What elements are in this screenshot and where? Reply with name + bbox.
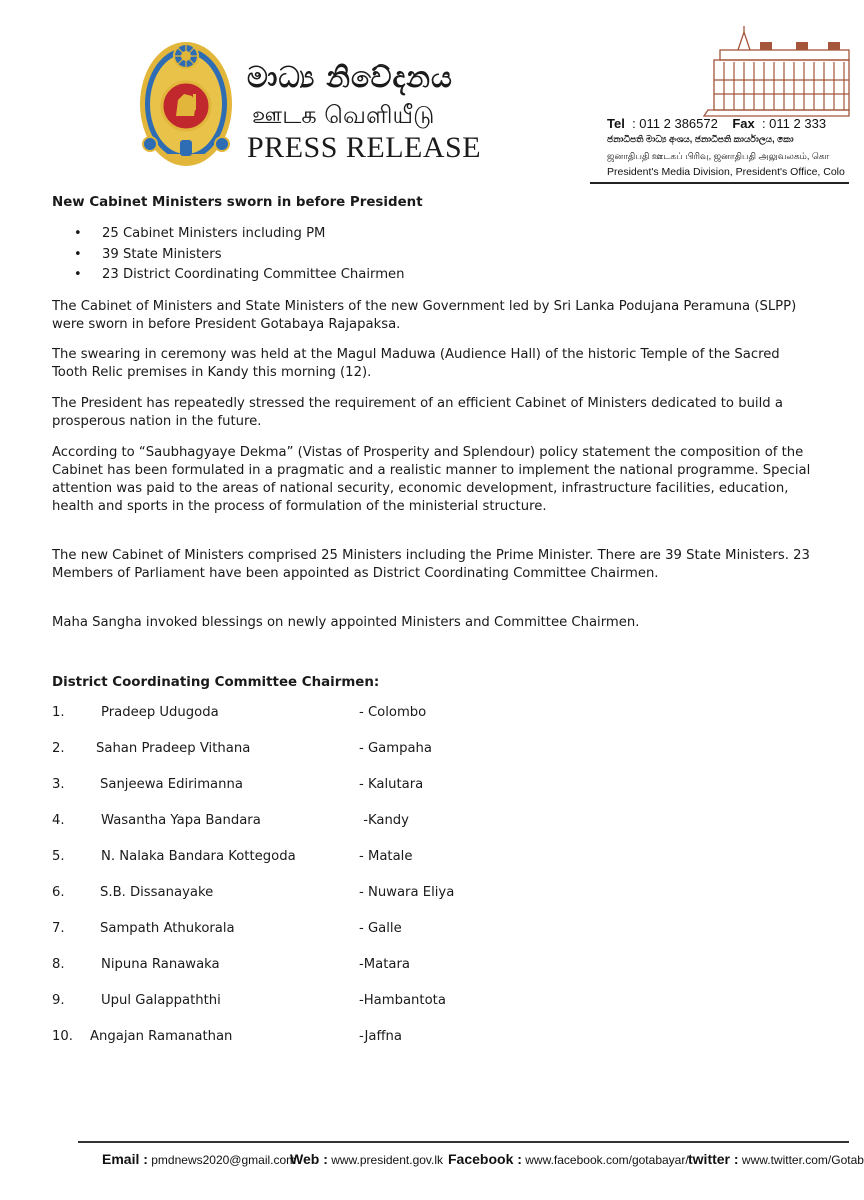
district: - Gampaha <box>359 741 432 756</box>
chairman-name: S.B. Dissanayake <box>100 885 214 900</box>
list-item: 9. Upul Galappaththi -Hambantota <box>52 993 446 1008</box>
summary-bullets <box>52 224 405 286</box>
district: -Kandy <box>359 813 409 828</box>
paragraph: The Cabinet of Ministers and State Ministers of the new Government led by Sri Lanka Podujana Peramuna (SLPP) were sworn in before President Gotabaya Rajapaksa. <box>52 299 797 332</box>
presidential-building-icon <box>700 20 849 124</box>
chairman-name: Sampath Athukorala <box>100 921 235 936</box>
district: - Kalutara <box>359 777 424 792</box>
chairmen-heading: District Coordinating Committee Chairmen: <box>52 675 380 690</box>
paragraph: The swearing in ceremony was held at the Magul Maduwa (Audience Hall) of the historic Temple of the Sacred Tooth Relic premises in Kandy this morning (12). <box>52 347 780 380</box>
contact-phone-fax: Tel : 011 2 386572 Fax : 011 2 333 <box>607 116 827 131</box>
footer-facebook: Facebook : www.facebook.com/gotabayar/ <box>448 1151 689 1167</box>
web-link[interactable]: www.president.gov.lk <box>331 1153 444 1167</box>
chairman-name: N. Nalaka Bandara Kottegoda <box>101 849 296 864</box>
list-item: 5. N. Nalaka Bandara Kottegoda - Matale <box>52 849 413 864</box>
district: - Nuwara Eliya <box>359 885 455 900</box>
district: -Hambantota <box>359 993 446 1008</box>
footer-web: Web : www.president.gov.lk <box>290 1151 444 1167</box>
list-item: 8. Nipuna Ranawaka -Matara <box>52 957 410 972</box>
facebook-link[interactable]: www.facebook.com/gotabayar/ <box>525 1153 689 1167</box>
title-tamil: ஊடக வெளியீடு <box>252 101 435 129</box>
paragraph: According to “Saubhagyaye Dekma” (Vistas of Prosperity and Splendour) policy statement the composition of the Cabinet has been formulated in a pragmatic and a realistic manner to implement the national programme. Special attention was paid to the areas of national security, economic development, infrastructure facilities, education, health and sports in the process of formulation of the ministerial structure. <box>52 445 811 514</box>
paragraph: The President has repeatedly stressed the requirement of an efficient Cabinet of Ministers dedicated to build a prosperous nation in the future. <box>52 396 783 429</box>
headline: New Cabinet Ministers sworn in before President <box>52 195 423 210</box>
district: -Jaffna <box>359 1029 402 1044</box>
list-item: 1. Pradeep Udugoda - Colombo <box>52 705 427 720</box>
list-item: 3. Sanjeewa Edirimanna - Kalutara <box>52 777 424 792</box>
district: - Galle <box>359 921 402 936</box>
twitter-link[interactable]: www.twitter.com/Gotab <box>741 1153 864 1167</box>
chairman-name: Upul Galappaththi <box>101 993 221 1008</box>
list-item: 7. Sampath Athukorala - Galle <box>52 921 402 936</box>
email-link[interactable]: pmdnews2020@gmail.com <box>151 1153 297 1167</box>
paragraph: The new Cabinet of Ministers comprised 25 Ministers including the Prime Minister. There are 39 State Ministers. 23 Members of Parliament have been appointed as District Coordinating Committee Chairmen. <box>52 548 810 581</box>
list-item: • 25 Cabinet Ministers including PM <box>52 224 405 245</box>
district: - Colombo <box>359 705 427 720</box>
chairman-name: Sahan Pradeep Vithana <box>96 741 251 756</box>
chairman-name: Wasantha Yapa Bandara <box>101 813 261 828</box>
footer-twitter: twitter : www.twitter.com/Gotab <box>688 1151 864 1167</box>
footer-divider <box>78 1141 849 1143</box>
chairman-name: Sanjeewa Edirimanna <box>100 777 243 792</box>
chairman-name: Pradeep Udugoda <box>101 705 219 720</box>
list-item: • 23 District Coordinating Committee Chairmen <box>52 265 405 286</box>
district: - Matale <box>359 849 413 864</box>
chairman-name: Angajan Ramanathan <box>90 1029 233 1044</box>
address-english: President's Media Division, President's Office, Colo <box>607 166 845 178</box>
list-item: 6. S.B. Dissanayake - Nuwara Eliya <box>52 885 455 900</box>
title-english: PRESS RELEASE <box>247 131 482 164</box>
footer-email: Email : pmdnews2020@gmail.com <box>102 1151 297 1167</box>
paragraph: Maha Sangha invoked blessings on newly appointed Ministers and Committee Chairmen. <box>52 615 640 630</box>
title-sinhala: මාධ්‍ය නිවේදනය <box>247 60 453 94</box>
list-item: • 39 State Ministers <box>52 245 405 266</box>
sri-lanka-emblem-icon <box>136 36 236 172</box>
list-item: 2. Sahan Pradeep Vithana - Gampaha <box>52 741 432 756</box>
address-tamil: ஜனாதிபதி ஊடகப் பிரிவு, ஜனாதிபதி அலுவலகம், கொ <box>607 151 830 161</box>
list-item: 10. Angajan Ramanathan -Jaffna <box>52 1029 402 1044</box>
list-item: 4. Wasantha Yapa Bandara -Kandy <box>52 813 409 828</box>
header-divider <box>590 182 849 184</box>
chairman-name: Nipuna Ranawaka <box>101 957 220 972</box>
address-sinhala: ජනාධිපති මාධ්‍ය අංශය, ජනාධිපති කාර්යාලය, කො <box>607 134 794 144</box>
district: -Matara <box>359 957 410 972</box>
